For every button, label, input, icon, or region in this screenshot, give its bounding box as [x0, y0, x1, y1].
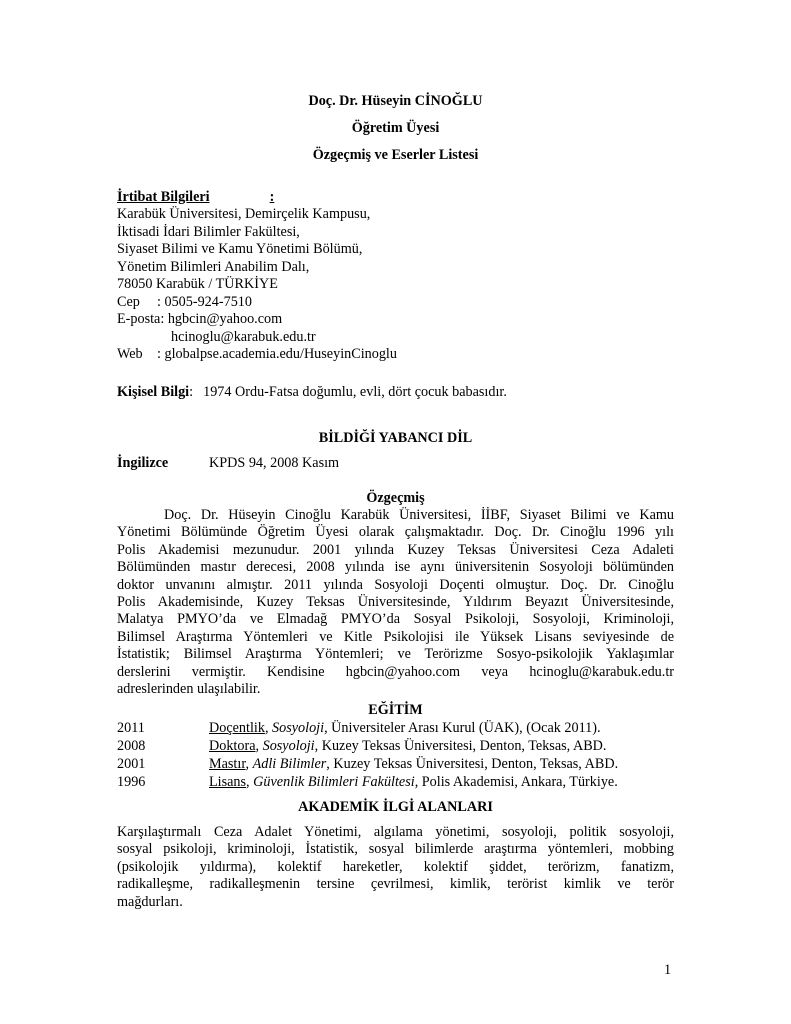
- interests-line: (psikolojik yıldırma), kolektif hareketler, kolektif şiddet, terörizm, fanatizm,: [117, 858, 674, 875]
- contact-line: İktisadi İdari Bilimler Fakültesi,: [117, 224, 300, 240]
- cv-line: derslerini vermiştir. Kendisine hgbcin@yahoo.com veya hcinoglu@karabuk.edu.tr: [117, 663, 674, 680]
- contact-line: Karabük Üniversitesi, Demirçelik Kampusu,: [117, 206, 371, 222]
- education-field: Adli Bilimler: [252, 756, 327, 772]
- cv-line: Polis Akademisinde, Kuzey Teksas Üniversitesinde, Yıldırım Beyazıt Üniversitesinde,: [117, 593, 674, 610]
- interests-line: sosyal psikoloji, kriminoloji, İstatistik, sosyal bilimlerde araştırma yöntemleri, mobbing: [117, 841, 674, 858]
- education-details: , Kuzey Teksas Üniversitesi, Denton, Teksas, ABD.: [326, 756, 619, 772]
- email-value-2[interactable]: hcinoglu@karabuk.edu.tr: [171, 329, 316, 345]
- education-degree: Mastır: [209, 756, 246, 772]
- interests-line: radikalleşme, radikalleşmenin tersine çevrilmesi, kimlik, terörist kimlik ve terör: [117, 876, 674, 893]
- document-title: Özgeçmiş ve Eserler Listesi: [312, 147, 479, 163]
- phone-line: [117, 294, 252, 311]
- interests-line: mağdurları.: [117, 893, 183, 910]
- contact-line: Yönetim Bilimleri Anabilim Dalı,: [117, 259, 310, 275]
- education-details: , Polis Akademisi, Ankara, Türkiye.: [414, 774, 618, 790]
- cv-line: Polis Akademisi mezunudur. 2001 yılında Kuzey Teksas Üniversitesi Ceza Adaleti: [117, 541, 674, 558]
- email-line: [117, 311, 282, 328]
- language-row: [117, 455, 339, 472]
- page-number: 1: [664, 962, 672, 978]
- contact-line: 78050 Karabük / TÜRKİYE: [117, 276, 278, 292]
- interests-heading: AKADEMİK İLGİ ALANLARI: [298, 799, 493, 815]
- personal-text: 1974 Ordu-Fatsa doğumlu, evli, dört çocuk babasıdır.: [203, 384, 507, 400]
- education-field: Sosyoloji: [272, 720, 325, 736]
- education-year: 2001: [117, 756, 146, 772]
- languages-heading: BİLDİĞİ YABANCI DİL: [318, 430, 473, 446]
- web-line: [117, 346, 397, 363]
- personal-label: Kişisel Bilgi: [117, 384, 190, 400]
- language-score: KPDS 94, 2008 Kasım: [209, 455, 340, 471]
- cv-line: doktor unvanını almıştır. 2011 yılında Sosyoloji Doçenti olmuştur. Doç. Dr. Cinoğlu: [117, 576, 674, 593]
- education-year: 2011: [117, 720, 145, 736]
- education-year: 2008: [117, 738, 146, 754]
- education-row: 2008 Doktora, Sosyoloji, Kuzey Teksas Üniversitesi, Denton, Teksas, ABD.: [117, 738, 607, 754]
- language-name: İngilizce: [117, 455, 169, 471]
- cv-line: adreslerinden ulaşılabilir.: [117, 680, 261, 697]
- author-name: Doç. Dr. Hüseyin CİNOĞLU: [308, 93, 483, 109]
- cv-line: Doç. Dr. Hüseyin Cinoğlu Karabük Üniversitesi, İİBF, Siyaset Bilimi ve Kamu: [164, 507, 674, 523]
- education-degree: Doçentlik: [209, 720, 265, 736]
- education-degree: Doktora: [209, 738, 256, 754]
- education-year: 1996: [117, 774, 146, 790]
- cv-line: Bölümünden mastır derecesi, 2008 yılında ise aynı üniversitenin Sosyoloji bölümünden: [117, 559, 674, 576]
- education-row: 2011 Doçentlik, Sosyoloji, Üniversiteler Arası Kurul (ÜAK), (Ocak 2011).: [117, 720, 601, 736]
- contact-line: Siyaset Bilimi ve Kamu Yönetimi Bölümü,: [117, 241, 363, 257]
- education-details: , Üniversiteler Arası Kurul (ÜAK), (Ocak 2011).: [324, 720, 601, 736]
- cv-line: Malatya PMYO’da ve Elmadağ PMYO’da Sosyal Psikoloji, Sosyoloji, Kriminoloji,: [117, 611, 674, 628]
- email-value[interactable]: hgbcin@yahoo.com: [167, 311, 283, 327]
- author-title: Öğretim Üyesi: [351, 120, 440, 136]
- education-details: , Kuzey Teksas Üniversitesi, Denton, Teksas, ABD.: [314, 738, 607, 754]
- cv-line: Bilimsel Araştırma Yöntemleri ve Kitle Psikolojisi ile Yüksek Lisans seviyesinde de: [117, 628, 674, 645]
- education-heading: EĞİTİM: [368, 702, 423, 718]
- web-label: Web: [117, 346, 143, 362]
- interests-line: Karşılaştırmalı Ceza Adalet Yönetimi, algılama yönetimi, sosyoloji, politik sosyoloji,: [117, 824, 674, 840]
- email-label: E-posta:: [117, 311, 165, 327]
- cv-line: Yönetimi Bölümünde Öğretim Üyesi olarak çalışmaktadır. Doç. Dr. Cinoğlu 1996 yılı: [117, 524, 674, 541]
- education-field: Güvenlik Bilimleri Fakültesi: [253, 774, 415, 790]
- cv-paragraph: [117, 507, 674, 698]
- phone-value: : 0505-924-7510: [157, 294, 252, 310]
- cv-line: İstatistik; Bilimsel Araştırma Yöntemleri; ve Terörizme Sosyo-psikolojik Yaklaşımlar: [117, 646, 674, 663]
- personal-info: Kişisel Bilgi: 1974 Ordu-Fatsa doğumlu, evli, dört çocuk babasıdır.: [117, 384, 507, 400]
- cv-heading: Özgeçmiş: [366, 490, 425, 506]
- education-field: Sosyoloji: [262, 738, 315, 754]
- web-value[interactable]: : globalpse.academia.edu/HuseyinCinoglu: [157, 346, 397, 362]
- interests-paragraph: [117, 824, 674, 911]
- phone-label: Cep: [117, 294, 140, 310]
- education-row: 2001 Mastır, Adli Bilimler, Kuzey Teksas Üniversitesi, Denton, Teksas, ABD.: [117, 756, 619, 772]
- education-degree: Lisans: [209, 774, 247, 790]
- education-row: 1996 Lisans, Güvenlik Bilimleri Fakültesi, Polis Akademisi, Ankara, Türkiye.: [117, 774, 618, 790]
- contact-heading: İrtibat Bilgileri :: [117, 189, 275, 205]
